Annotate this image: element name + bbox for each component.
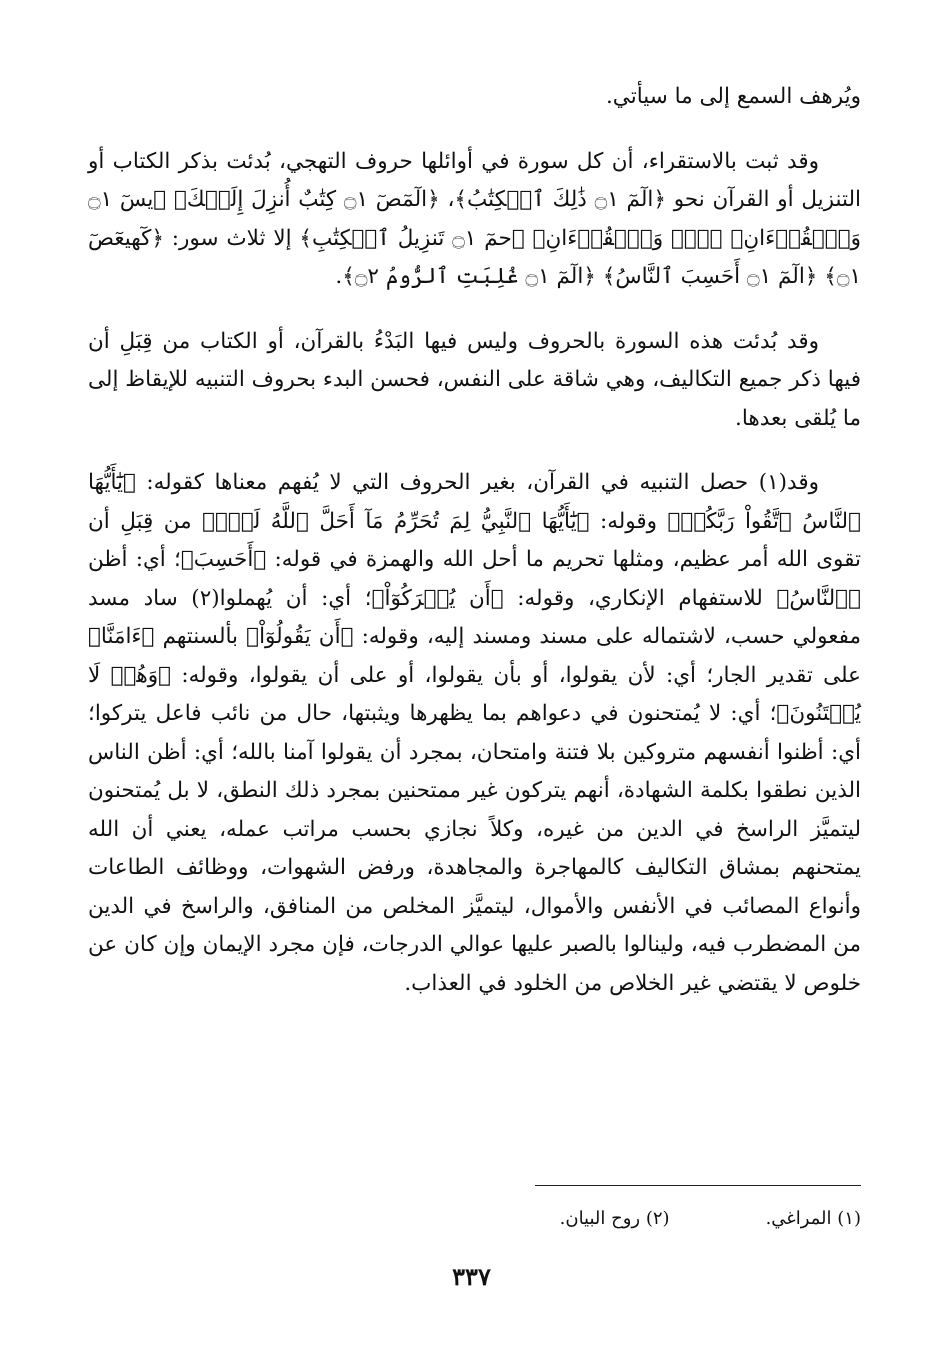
paragraph-2: وقد ثبت بالاستقراء، أن كل سورة في أوائلها حروف التهجي، بُدئت بذكر الكتاب أو التنزيل أو القرآن نحو ﴿الٓمٓ ۝١ ذَٰلِكَ ٱلۡكِتَٰبُ﴾، ﴿الٓمٓصٓ ۝١ كِتَٰبٌ أُنزِلَ إِلَيۡكَ﴾ ﴿يسٓ ۝١ وَٱلۡقُرۡءَانِ﴾ ﴿صٓۚ وَٱلۡقُرۡءَانِ﴾ ﴿حمٓ ۝١ تَنزِيلُ ٱلۡكِتَٰبِ﴾ إلا ثلاث سور: ﴿كٓهيعٓصٓ ۝١﴾ ﴿الٓمٓ ۝١ أَحَسِبَ ٱلنَّاسُ﴾ ﴿الٓمٓ ۝١ غُلِبَتِ ٱلرُّومُ ۝٢﴾.: [88, 148, 862, 289]
paragraph-4: وقد(١) حصل التنبيه في القرآن، بغير الحروف التي لا يُفهم معناها كقوله: ﴿يَٰٓأَيُّهَا ٱلنَّاسُ ٱتَّقُواْ رَبَّكُمۡ﴾ وقوله: ﴿يَٰٓأَيُّهَا ٱلنَّبِيُّ لِمَ تُحَرِّمُ مَآ أَحَلَّ ٱللَّهُ لَكَۖ﴾ من قِبَلِ أن تقوى الله أمر عظيم، ومثلها تحريم ما أحل الله والهمزة في قوله: ﴿أَحَسِبَ﴾؛ أي: أظن ﴿ٱلنَّاسُ﴾ للاستفهام الإنكاري، وقوله: ﴿أَن يُتۡرَكُوٓاْ﴾؛ أي: أن يُهملوا(٢) ساد مسد مفعولي حسب، لاشتماله على مسند ومسند إليه، وقوله: ﴿أَن يَقُولُوٓاْ﴾ بألسنتهم ﴿ءَامَنَّا﴾ على تقدير الجار؛ أي: لأن يقولوا، أو بأن يقولوا، أو على أن يقولوا، وقوله: ﴿وَهُمۡ لَا يُفۡتَنُونَ﴾؛ أي: لا يُمتحنون في دعواهم بما يظهرها ويثبتها، حال من نائب فاعل يتركوا؛ أي: أظنوا أنفسهم متروكين بلا فتنة وامتحان، بمجرد أن يقولوا آمنا بالله؛ أي: أظن الناس الذين نطقوا بكلمة الشهادة، أنهم يتركون غير ممتحنين بمجرد ذلك النطق، لا بل يُمتحنون ليتميَّز الراسخ في الدين من غيره، وكلاً نجازي بحسب مراتب عمله، يعني أن الله يمتحنهم بمشاق التكاليف كالمهاجرة والمجاهدة، ورفض الشهوات، ووظائف الطاعات وأنواع المصائب في الأنفس والأموال، ليتميَّز المخلص من المنافق، والراسخ في الدين من المضطرب فيه، ولينالوا بالصبر عليها عوالي الدرجات، فإن مجرد الإيمان وإن كان عن خلوص لا يقتضي غير الخلاص من الخلود في العذاب.: [88, 470, 861, 996]
footnote-2: (٢) روح البيان.: [559, 1208, 670, 1229]
page-number: ٣٣٧: [452, 1262, 491, 1291]
paragraph-gap: [88, 117, 861, 143]
paragraph-gap: [88, 297, 861, 323]
paragraph-1: ويُرهف السمع إلى ما سيأتي.: [605, 84, 861, 109]
paragraph-gap: [88, 438, 861, 464]
page-body: [88, 78, 861, 1003]
paragraph-3: وقد بُدئت هذه السورة بالحروف وليس فيها البَدْءُ بالقرآن، أو الكتاب من قِبَلِ أن فيها ذكر جميع التكاليف، وهي شاقة على النفس، فحسن البدء بحروف التنبيه للإيقاظ إلى ما يُلقى بعدها.: [88, 328, 861, 431]
footnotes: [88, 1206, 861, 1232]
footnote-separator: [535, 1185, 861, 1186]
footnote-1: (١) المراغي.: [765, 1208, 861, 1229]
